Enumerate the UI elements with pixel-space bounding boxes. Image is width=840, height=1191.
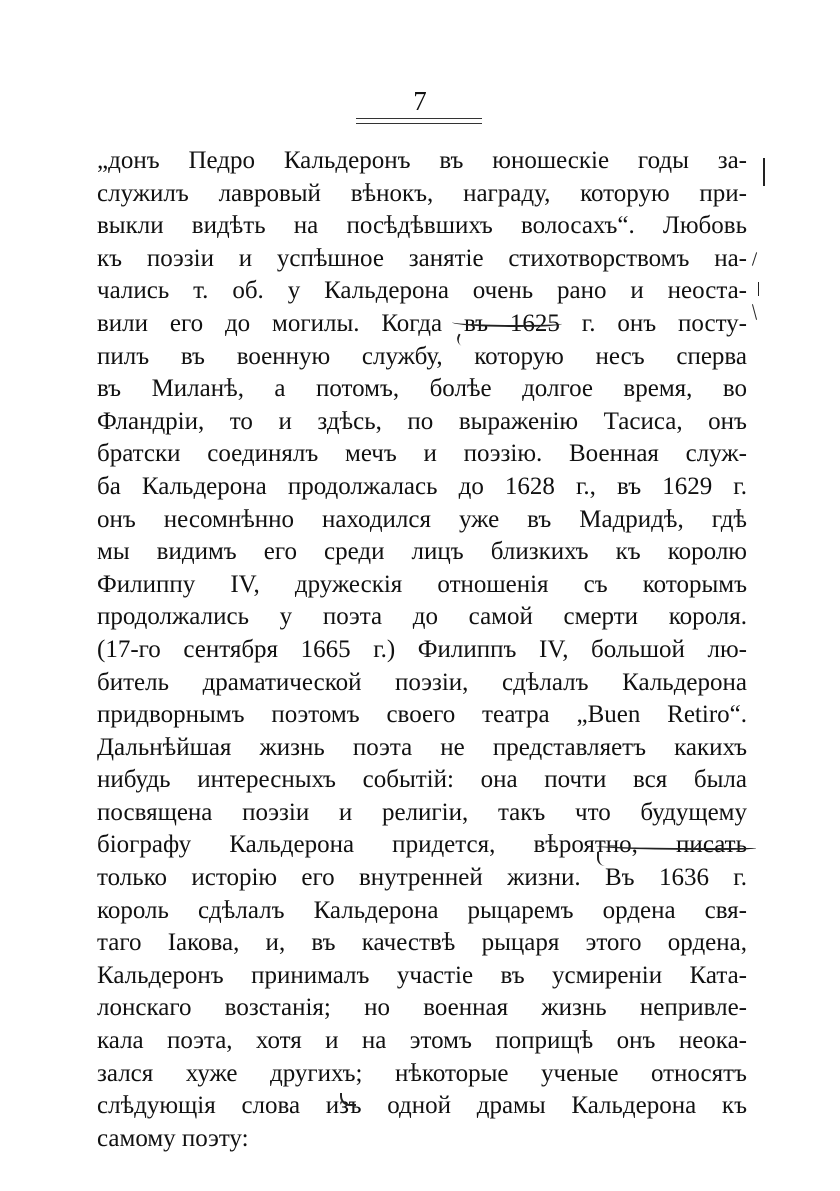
- text-line: ба Кальдерона продолжалась до 1628 г., въ 1629 г.: [97, 472, 747, 500]
- text-line: придворнымъ поэтомъ своего театра „Buen Retiro“.: [97, 701, 747, 729]
- margin-mark: [763, 158, 765, 186]
- text-line: „донъ Педро Кальдеронъ въ юношескіе годы за-: [97, 147, 747, 174]
- text-line: Фландріи, то и здѣсь, по выраженію Тасиса, онъ: [97, 407, 747, 435]
- text-line: Дальнѣйшая жизнь поэта не представляетъ какихъ: [97, 733, 747, 761]
- text-line: посвящена поэзіи и религіи, такъ что будущему: [97, 798, 747, 826]
- text-line: битель драматической поэзіи, сдѣлалъ Кальдерона: [97, 668, 747, 696]
- text-line: выкли видѣть на посѣдѣвшихъ волосахъ“. Любовь: [97, 212, 747, 240]
- text-line: біографу Кальдерона придется, вѣроятно, писать: [97, 831, 747, 859]
- margin-mark: [752, 304, 757, 320]
- text-line: продолжались у поэта до самой смерти короля.: [97, 603, 747, 631]
- text-line: пилъ въ военную службу, которую несъ сперва: [97, 342, 747, 370]
- text-line: Филиппу IV, дружескія отношенія съ которымъ: [97, 570, 747, 598]
- text-line: братски соединялъ мечъ и поэзію. Военная служ-: [97, 440, 747, 468]
- text-line: вили его до могилы. Когда въ 1625 г. онъ посту-: [97, 309, 747, 337]
- text-line: самому поэту:: [97, 1124, 249, 1152]
- page-number: 7: [413, 86, 427, 116]
- text-line: въ Миланѣ, а потомъ, болѣе долгое время, во: [97, 375, 747, 403]
- text-line: (17-го сентября 1665 г.) Филиппъ IV, большой лю-: [97, 635, 747, 663]
- text-line: служилъ лавровый вѣнокъ, награду, которую при-: [97, 179, 747, 207]
- margin-mark: [752, 252, 757, 266]
- text-line: нибудь интересныхъ событій: она почти вся была: [97, 766, 747, 794]
- body-text: [97, 145, 747, 1155]
- underline-mark: [597, 852, 609, 866]
- text-line: Кальдеронъ принималъ участіе въ усмиреніи Ката-: [97, 961, 747, 989]
- text-line: кала поэта, хотя и на этомъ поприщѣ онъ неока-: [97, 1027, 747, 1055]
- text-line: только исторію его внутренней жизни. Въ 1636 г.: [97, 864, 747, 892]
- text-line: чались т. об. у Кальдерона очень рано и неоста-: [97, 277, 747, 305]
- text-line: зался хуже другихъ; нѣкоторые ученые относятъ: [97, 1059, 747, 1087]
- text-line: таго Іакова, и, въ качествѣ рыцаря этого ордена,: [97, 929, 747, 957]
- text-line: король сдѣлалъ Кальдерона рыцаремъ ордена свя-: [97, 896, 747, 924]
- text-line: слѣдующія слова изъ одной драмы Кальдерона къ: [97, 1092, 747, 1120]
- text-line: мы видимъ его среди лицъ близкихъ къ королю: [97, 538, 747, 566]
- text-line: лонскаго возстанія; но военная жизнь непривле-: [97, 994, 747, 1022]
- margin-mark: [758, 282, 759, 296]
- text-line: къ поэзіи и успѣшное занятіе стихотворствомъ на-: [97, 244, 747, 272]
- text-line: онъ несомнѣнно находился уже въ Мадридѣ, гдѣ: [97, 505, 747, 533]
- page-number-rule: [356, 118, 482, 124]
